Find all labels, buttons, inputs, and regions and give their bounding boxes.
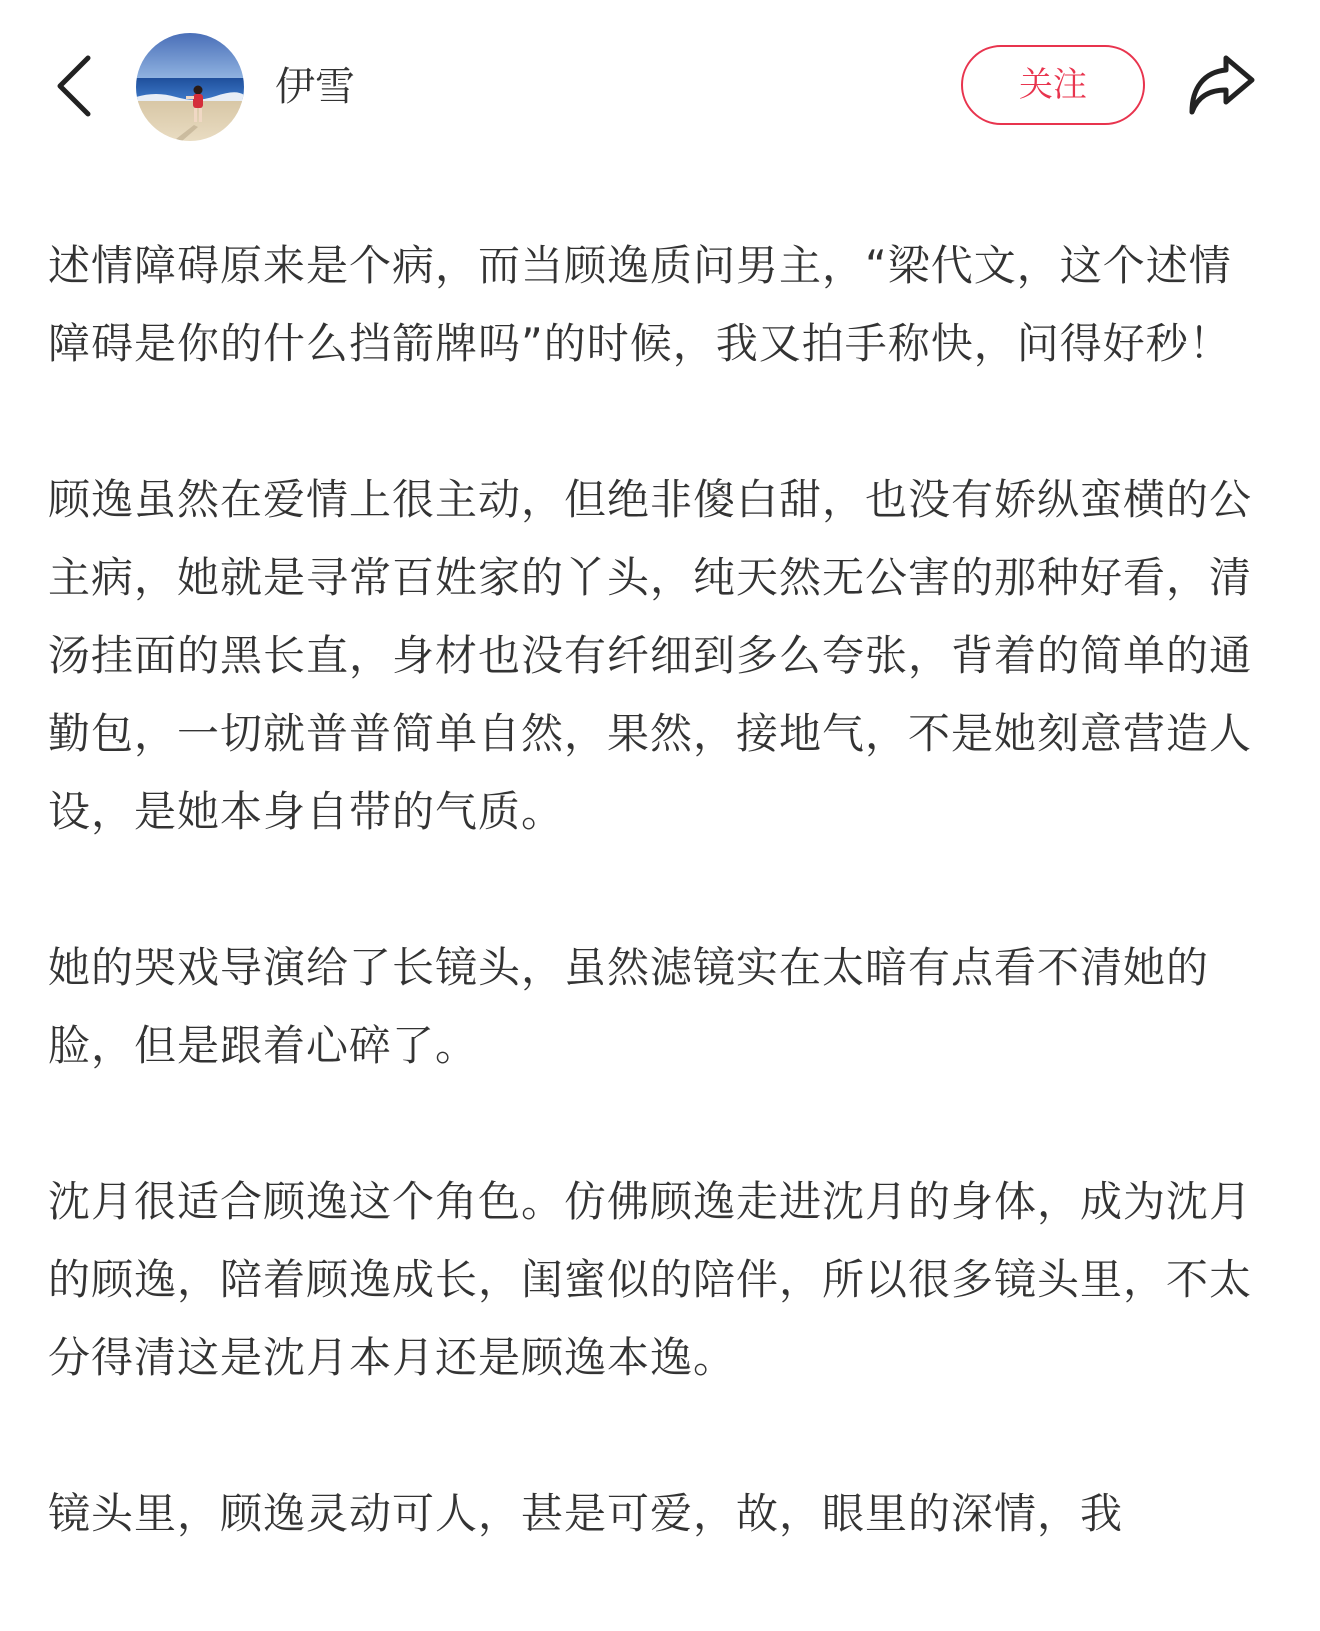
share-arrow-icon <box>1186 52 1258 118</box>
article-paragraph: 述情障碍原来是个病，而当顾逸质问男主，“梁代文，这个述情障碍是你的什么挡箭牌吗”的时候，我又拍手称快，问得好秒！ <box>48 241 1232 368</box>
share-button[interactable] <box>1186 52 1258 118</box>
avatar[interactable] <box>136 33 244 141</box>
article-paragraph: 她的哭戏导演给了长镜头，虽然滤镜实在太暗有点看不清她的脸，但是跟着心碎了。 <box>48 943 1210 1070</box>
article-paragraph: 镜头里，顾逸灵动可人，甚是可爱，故，眼里的深情，我 <box>48 1489 1124 1538</box>
avatar-image <box>136 33 244 141</box>
top-bar <box>0 0 1320 175</box>
article-body <box>48 227 1258 1631</box>
article-paragraph: 顾逸虽然在爱情上很主动，但绝非傻白甜，也没有娇纵蛮横的公主病，她就是寻常百姓家的丫头，纯天然无公害的那种好看，清汤挂面的黑长直，身材也没有纤细到多么夸张，背着的简单的通勤包，一切就普普简单自然，果然，接地气，不是她刻意营造人设，是她本身自带的气质。 <box>48 475 1253 836</box>
follow-button[interactable]: 关注 <box>961 45 1145 125</box>
chevron-left-icon <box>54 54 94 118</box>
username[interactable]: 伊雪 <box>275 64 355 110</box>
back-button[interactable] <box>44 50 104 122</box>
article-paragraph: 沈月很适合顾逸这个角色。仿佛顾逸走进沈月的身体，成为沈月的顾逸，陪着顾逸成长，闺蜜似的陪伴，所以很多镜头里，不太分得清这是沈月本月还是顾逸本逸。 <box>48 1177 1253 1382</box>
